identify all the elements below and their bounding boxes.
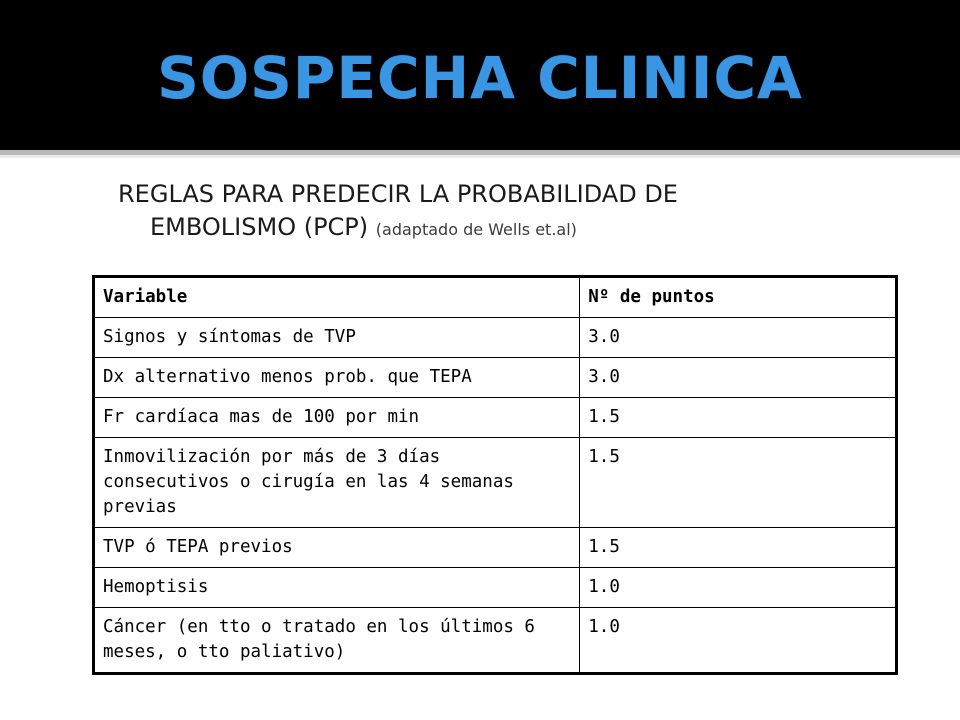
cell-variable: Inmovilización por más de 3 días consecutivos o cirugía en las 4 semanas previas xyxy=(94,438,580,528)
cell-points: 1.5 xyxy=(580,438,897,528)
cell-variable: TVP ó TEPA previos xyxy=(94,528,580,568)
cell-variable: Hemoptisis xyxy=(94,568,580,608)
cell-variable: Dx alternativo menos prob. que TEPA xyxy=(94,358,580,398)
table-row xyxy=(94,608,897,674)
cell-points: 3.0 xyxy=(580,318,897,358)
title-band xyxy=(0,0,960,150)
cell-variable: Cáncer (en tto o tratado en los últimos 6 meses, o tto paliativo) xyxy=(94,608,580,674)
cell-variable: Signos y síntomas de TVP xyxy=(94,318,580,358)
slide-body xyxy=(0,158,960,720)
cell-variable: Fr cardíaca mas de 100 por min xyxy=(94,398,580,438)
subtitle-note: (adaptado de Wells et.al) xyxy=(375,220,577,239)
table-row xyxy=(94,398,897,438)
subtitle-line-2-text: EMBOLISMO (PCP) xyxy=(150,213,369,241)
cell-points: 1.0 xyxy=(580,608,897,674)
table-row xyxy=(94,528,897,568)
table-row xyxy=(94,358,897,398)
subtitle-line-1: REGLAS PARA PREDECIR LA PROBABILIDAD DE xyxy=(118,180,678,208)
slide-title: SOSPECHA CLINICA xyxy=(157,44,803,112)
wells-score-table xyxy=(92,275,898,675)
cell-points: 1.5 xyxy=(580,528,897,568)
table-header-row xyxy=(94,277,897,318)
table-row xyxy=(94,318,897,358)
table-row xyxy=(94,438,897,528)
header-variable: Variable xyxy=(94,277,580,318)
subtitle-line-2 xyxy=(118,211,858,246)
cell-points: 1.5 xyxy=(580,398,897,438)
table-row xyxy=(94,568,897,608)
cell-points: 1.0 xyxy=(580,568,897,608)
cell-points: 3.0 xyxy=(580,358,897,398)
header-points: Nº de puntos xyxy=(580,277,897,318)
slide-subtitle xyxy=(118,178,858,246)
